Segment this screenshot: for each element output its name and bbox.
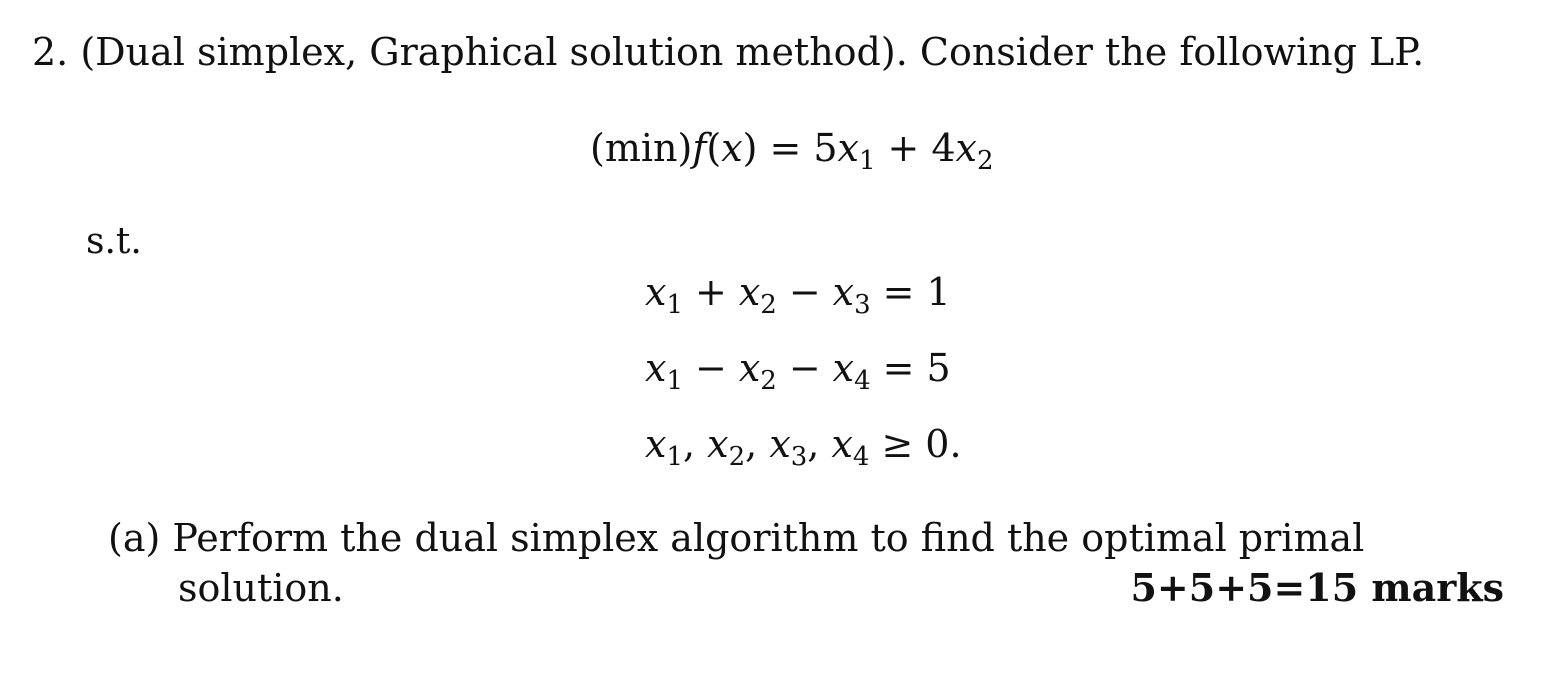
subject-to-label: s.t. [86, 221, 142, 262]
marks-label: 5+5+5=15 marks [1130, 565, 1504, 610]
objective-func-name: f [692, 126, 707, 170]
objective-coef-2: 4 [931, 126, 956, 170]
question-number: 2. [32, 30, 69, 74]
constraint-2-rhs: 5 [926, 346, 951, 390]
question-heading-text: (Dual simplex, Graphical solution method). Consider the following LP. [80, 30, 1425, 74]
constraint-1: $x_1 + x_2 - x_3 = 1$ [645, 270, 951, 320]
objective-coef-1: 5 [813, 126, 838, 170]
nonnegativity-constraint: $x_1$, $x_2$, $x_3$, $x_4 \ge 0$. [645, 422, 962, 472]
part-a-label: (a) [108, 516, 161, 560]
objective-arg: x [721, 126, 743, 170]
part-a-line-2: solution. [178, 566, 344, 610]
constraint-1-rhs: 1 [926, 270, 951, 314]
objective-equals: = [769, 126, 802, 170]
part-a-text-1: Perform the dual simplex algorithm to find the optimal primal [172, 516, 1365, 560]
question-heading [32, 30, 1424, 74]
part-a-line-1 [108, 516, 1364, 560]
nonnegativity-rhs: 0. [925, 422, 962, 466]
objective-function: $(\min)f(x) = 5x_1 + 4x_2$ [590, 126, 994, 176]
constraint-2: $x_1 - x_2 - x_4 = 5$ [645, 346, 951, 396]
objective-sense: (min) [590, 126, 693, 170]
